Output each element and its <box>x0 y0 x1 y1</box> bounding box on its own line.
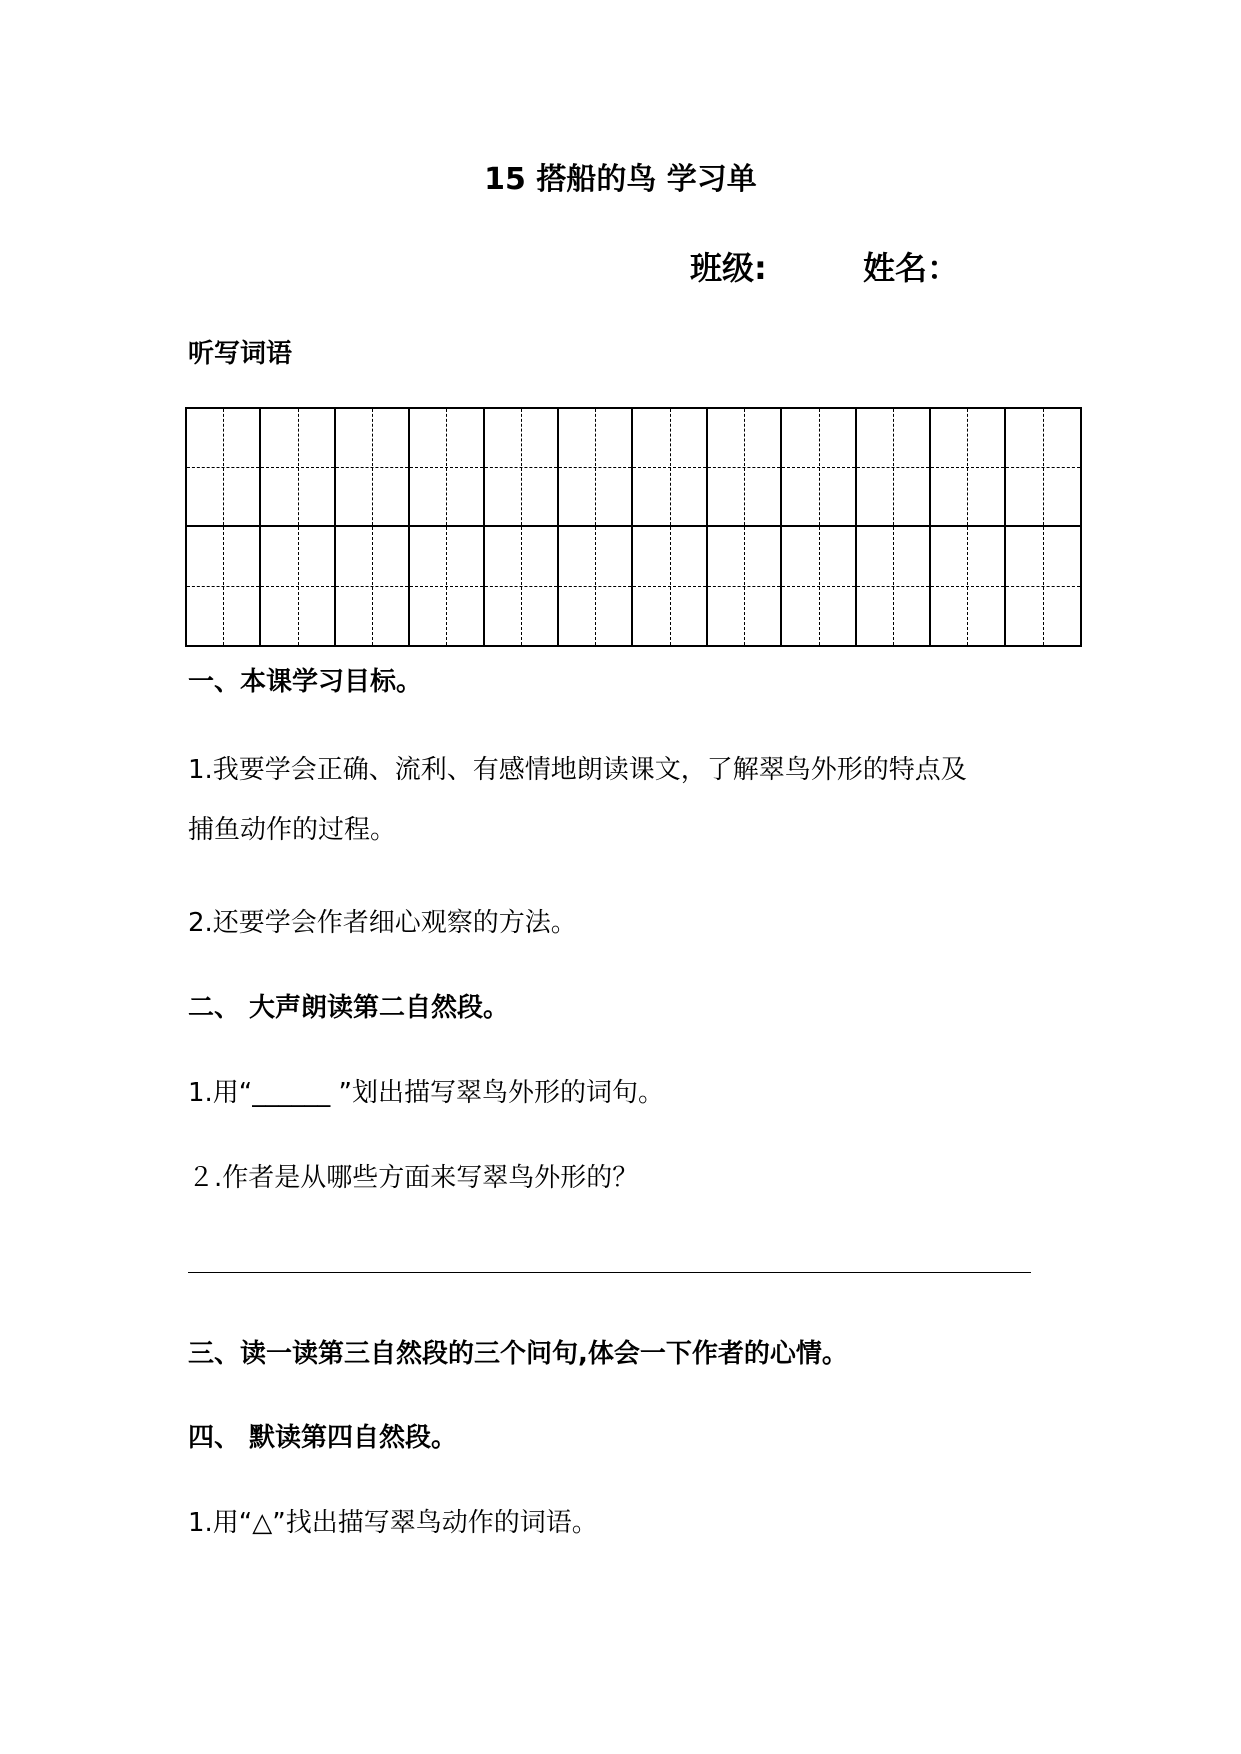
class-label: 班级: <box>690 249 767 287</box>
grid-cell[interactable] <box>633 409 707 527</box>
grid-cell[interactable] <box>485 527 559 645</box>
grid-cell[interactable] <box>708 527 782 645</box>
section2-item2: ２.作者是从哪些方面来写翠鸟外形的？ <box>188 1163 639 1193</box>
grid-cell[interactable] <box>410 527 484 645</box>
grid-cell[interactable] <box>336 409 410 527</box>
dictation-heading: 听写词语 <box>188 339 293 369</box>
grid-cell[interactable] <box>708 409 782 527</box>
grid-cell[interactable] <box>1006 527 1080 645</box>
grid-cell[interactable] <box>782 409 856 527</box>
grid-cell[interactable] <box>261 409 335 527</box>
grid-cell[interactable] <box>633 527 707 645</box>
section1-item1-line2: 捕鱼动作的过程。 <box>188 815 397 845</box>
answer-line[interactable] <box>188 1272 1031 1273</box>
section2-item1: 1.用“______ ”划出描写翠鸟外形的词句。 <box>188 1078 665 1108</box>
section1-item1-line1: 1.我要学会正确、流利、有感情地朗读课文，了解翠鸟外形的特点及 <box>188 755 967 785</box>
grid-cell[interactable] <box>559 527 633 645</box>
page-title: 15 搭船的鸟 学习单 <box>484 162 757 197</box>
grid-cell[interactable] <box>261 527 335 645</box>
grid-cell[interactable] <box>782 527 856 645</box>
name-label: 姓名： <box>863 249 960 287</box>
section2-heading: 二、 大声朗读第二自然段。 <box>188 993 510 1023</box>
section3-heading: 三、读一读第三自然段的三个问句,体会一下作者的心情。 <box>188 1339 848 1369</box>
grid-cell[interactable] <box>857 527 931 645</box>
writing-grid <box>185 407 1082 647</box>
grid-cell[interactable] <box>931 409 1005 527</box>
grid-cell[interactable] <box>559 409 633 527</box>
grid-cell[interactable] <box>336 527 410 645</box>
section4-item1: 1.用“△”找出描写翠鸟动作的词语。 <box>188 1508 598 1538</box>
section1-heading: 一、本课学习目标。 <box>188 667 423 697</box>
grid-cell[interactable] <box>187 527 261 645</box>
grid-cell[interactable] <box>1006 409 1080 527</box>
section1-item2: 2.还要学会作者细心观察的方法。 <box>188 908 577 938</box>
grid-cell[interactable] <box>931 527 1005 645</box>
grid-cell[interactable] <box>410 409 484 527</box>
grid-cell[interactable] <box>485 409 559 527</box>
section4-heading: 四、 默读第四自然段。 <box>188 1423 458 1453</box>
grid-cell[interactable] <box>857 409 931 527</box>
grid-cell[interactable] <box>187 409 261 527</box>
